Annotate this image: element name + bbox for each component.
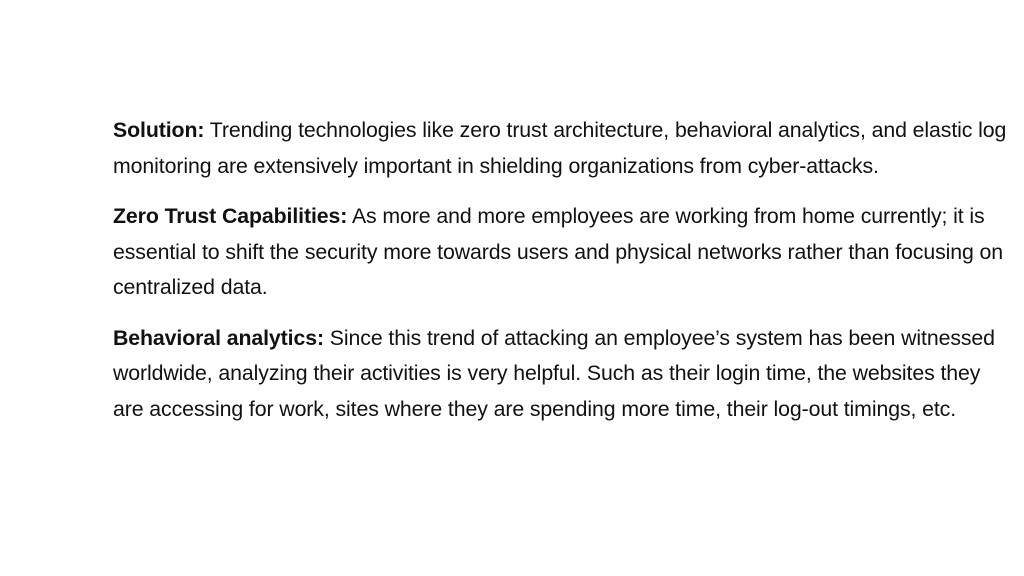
slide-content bbox=[113, 113, 1008, 442]
zero-trust-paragraph bbox=[113, 199, 1008, 306]
solution-text: Trending technologies like zero trust architecture, behavioral analytics, and elastic log monitoring are extensively important in shielding organizations from cyber-attacks. bbox=[113, 118, 1007, 178]
zero-trust-text: As more and more employees are working from home currently; it is essential to shift the security more towards users and physical networks rather than focusing on centralized data. bbox=[113, 204, 1004, 299]
solution-paragraph bbox=[113, 113, 1008, 184]
behavioral-analytics-term: Behavioral analytics: bbox=[113, 325, 324, 350]
solution-term: Solution: bbox=[113, 118, 205, 142]
behavioral-analytics-text: Since this trend of attacking an employee’s system has been witnessed worldwide, analyzing their activities is very helpful. Such as their login time, the websites they are accessing for work, sites where they are spending more time, their log-out timings, etc. bbox=[113, 325, 995, 421]
behavioral-analytics-paragraph bbox=[113, 321, 1008, 428]
zero-trust-term: Zero Trust Capabilities: bbox=[113, 204, 348, 228]
